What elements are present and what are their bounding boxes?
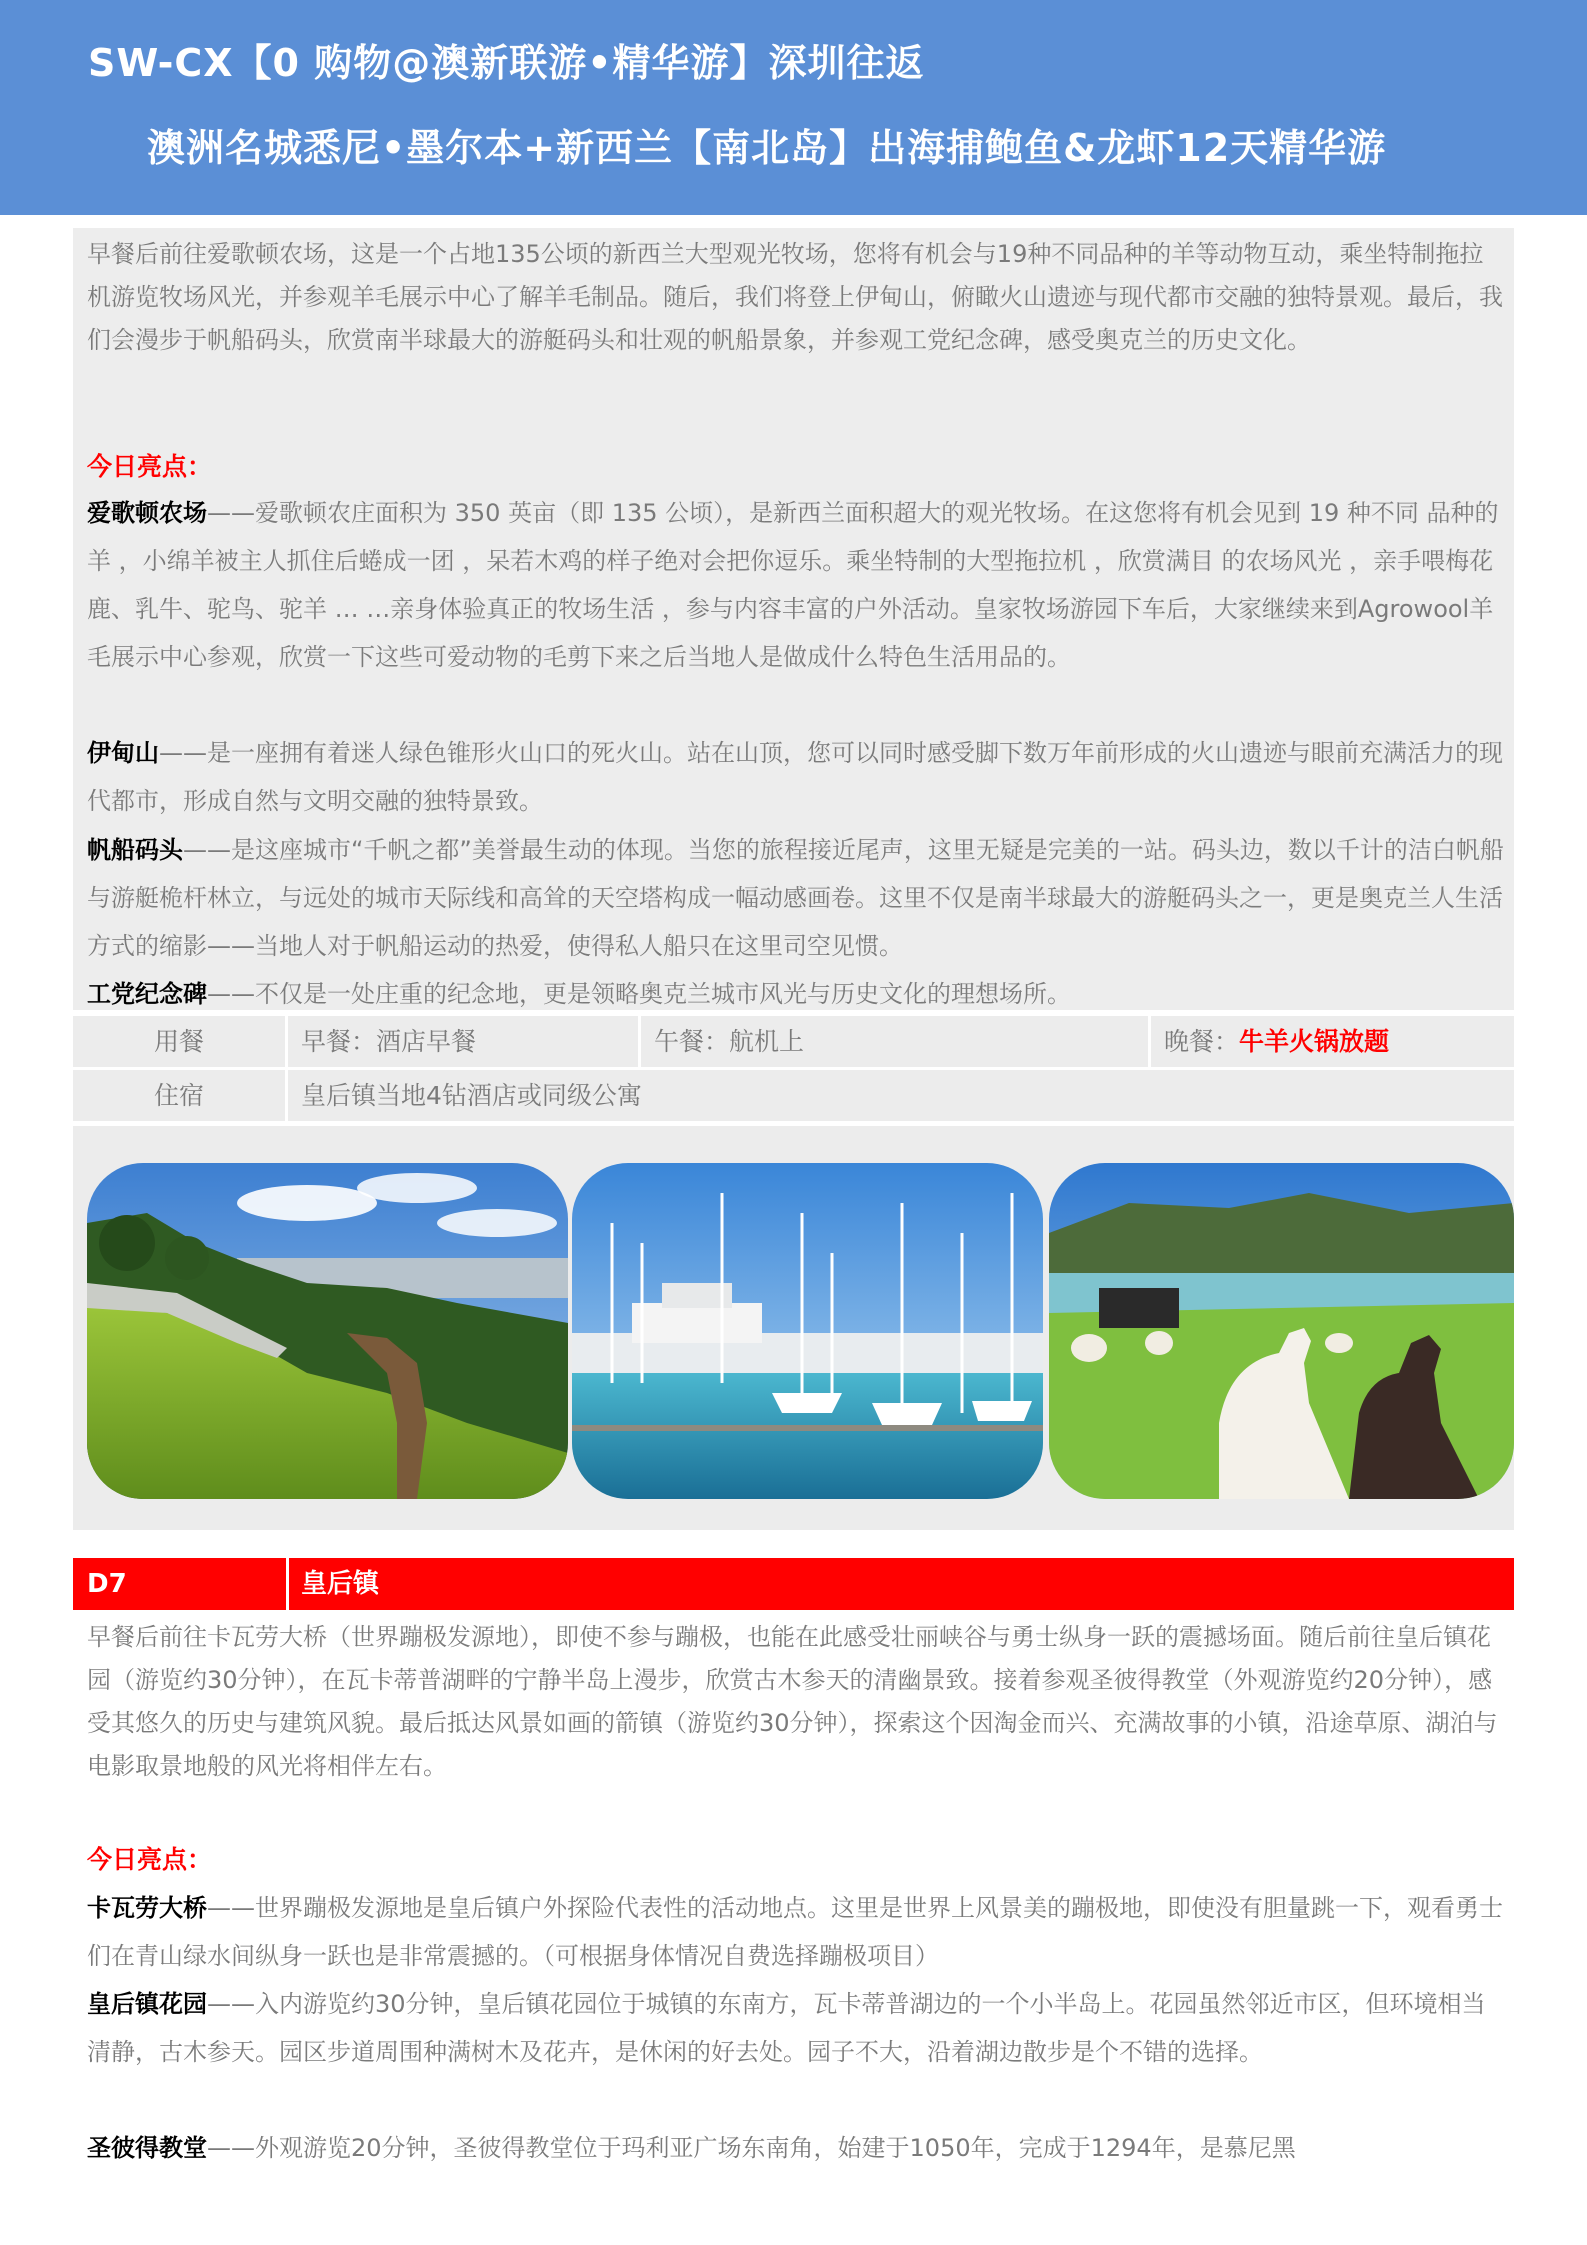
- day7-highlight-garden: [87, 1980, 1507, 2076]
- day7-highlight-title: 今日亮点：: [87, 1845, 213, 1874]
- photo-strip: [73, 1126, 1514, 1530]
- highlight-text: 爱歌顿农庄面积为 350 英亩（即 135 公顷），是新西兰面积超大的观光牧场。在这您将有机会见到 19 种不同 品种的羊 ，小绵羊被主人抓住后蜷成一团 ，呆若木鸡的样子绝对会把你逗乐。乘坐特制的大型拖拉机 ，欣赏满目 的农场风光 ，亲手喂梅花鹿、乳牛、驼鸟、驼羊 … …亲身体验真正的牧场生活 ，参与内容丰富的户外活动。皇家牧场游园下车后，大家继续来到Agrowool羊毛展示中心参观，欣赏一下这些可爱动物的毛剪下来之后当地人是做成什么特色生活用品的。: [87, 499, 1499, 671]
- day6-highlight-monument: [87, 970, 1507, 1018]
- meals-label: 用餐: [153, 1027, 204, 1056]
- highlight-dash: ——: [207, 1894, 255, 1922]
- lodging-row: [73, 1068, 1514, 1121]
- alpaca-farm-photo: [1049, 1163, 1514, 1499]
- day6-highlight-title: 今日亮点：: [87, 452, 213, 481]
- lunch-cell: [641, 1016, 1121, 1067]
- highlight-text: 外观游览20分钟，圣彼得教堂位于玛利亚广场东南角，始建于1050年，完成于1294年，是慕尼黑: [255, 2134, 1296, 2162]
- page-title-line2: 澳洲名城悉尼•墨尔本+新西兰【南北岛】出海捕鲍鱼&龙虾12天精华游: [147, 126, 1387, 170]
- day7-place: 皇后镇: [301, 1569, 380, 1599]
- highlight-dash: ——: [207, 1990, 255, 2018]
- marina-image: [572, 1163, 1043, 1499]
- dinner-value: 牛羊火锅放题: [1239, 1027, 1390, 1056]
- day6-intro: 早餐后前往爱歌顿农场，这是一个占地135公顷的新西兰大型观光牧场，您将有机会与19种不同品种的羊等动物互动，乘坐特制拖拉机游览牧场风光，并参观羊毛展示中心了解羊毛制品。随后，我们将登上伊甸山，俯瞰火山遗迹与现代都市交融的独特景观。最后，我们会漫步于帆船码头，欣赏南半球最大的游艇码头和壮观的帆船景象，并参观工党纪念碑，感受奥克兰的历史文化。: [87, 240, 1503, 354]
- highlight-name: 爱歌顿农场: [87, 499, 207, 527]
- header-banner: [0, 0, 1587, 215]
- day7-highlight-kawarau: [87, 1884, 1507, 1980]
- highlight-dash: ——: [207, 499, 255, 527]
- highlight-text: 是一座拥有着迷人绿色锥形火山口的死火山。站在山顶，您可以同时感受脚下数万年前形成的火山遗迹与眼前充满活力的现代都市，形成自然与文明交融的独特景致。: [87, 739, 1503, 815]
- dinner-label: 晚餐：: [1164, 1027, 1240, 1056]
- day6-highlight-farm: [87, 489, 1507, 681]
- day7-intro: 早餐后前往卡瓦劳大桥（世界蹦极发源地），即使不参与蹦极，也能在此感受壮丽峡谷与勇士纵身一跃的震撼场面。随后前往皇后镇花园（游览约30分钟），在瓦卡蒂普湖畔的宁静半岛上漫步，欣赏古木参天的清幽景致。接着参观圣彼得教堂（外观游览约20分钟），感受其悠久的历史与建筑风貌。最后抵达风景如画的箭镇（游览约30分钟），探索这个因淘金而兴、充满故事的小镇，沿途草原、湖泊与电影取景地般的风光将相伴左右。: [87, 1623, 1498, 1780]
- highlight-text: 入内游览约30分钟，皇后镇花园位于城镇的东南方，瓦卡蒂普湖边的一个小半岛上。花园虽然邻近市区，但环境相当清静，古木参天。园区步道周围种满树木及花卉，是休闲的好去处。园子不大，沿着湖边散步是个不错的选择。: [87, 1990, 1486, 2066]
- lunch-label: 午餐：: [654, 1027, 730, 1056]
- day6-highlight-eden: [87, 729, 1507, 825]
- alpaca-farm-image: [1049, 1163, 1514, 1499]
- highlight-dash: ——: [159, 739, 207, 767]
- day7-number: D7: [87, 1569, 127, 1599]
- highlight-text: 不仅是一处庄重的纪念地，更是领略奥克兰城市风光与历史文化的理想场所。: [255, 980, 1071, 1008]
- breakfast-label: 早餐：: [301, 1027, 377, 1056]
- highlight-name: 皇后镇花园: [87, 1990, 207, 2018]
- highlight-name: 工党纪念碑: [87, 980, 207, 1008]
- lodging-label: 住宿: [153, 1081, 204, 1110]
- meals-row: [73, 1014, 1514, 1067]
- highlight-dash: ——: [183, 836, 231, 864]
- page-title-line1: SW-CX【0 购物@澳新联游•精华游】深圳往返: [88, 41, 925, 85]
- day6-highlight-marina: [87, 826, 1507, 970]
- divider: [286, 1558, 289, 1610]
- highlight-dash: ——: [207, 2134, 255, 2162]
- highlight-name: 伊甸山: [87, 739, 159, 767]
- highlight-name: 圣彼得教堂: [87, 2134, 207, 2162]
- dinner-cell: [1151, 1016, 1511, 1067]
- mount-eden-image: [87, 1163, 568, 1499]
- highlight-name: 帆船码头: [87, 836, 183, 864]
- highlight-text: 世界蹦极发源地是皇后镇户外探险代表性的活动地点。这里是世界上风景美的蹦极地，即使没有胆量跳一下，观看勇士们在青山绿水间纵身一跃也是非常震撼的。（可根据身体情况自费选择蹦极项目）: [87, 1894, 1503, 1970]
- highlight-text: 是这座城市“千帆之都”美誉最生动的体现。当您的旅程接近尾声，这里无疑是完美的一站。码头边，数以千计的洁白帆船与游艇桅杆林立，与远处的城市天际线和高耸的天空塔构成一幅动感画卷。这里不仅是南半球最大的游艇码头之一，更是奥克兰人生活方式的缩影——当地人对于帆船运动的热爱，使得私人船只在这里司空见惯。: [87, 836, 1504, 960]
- breakfast-value: 酒店早餐: [376, 1027, 477, 1056]
- highlight-dash: ——: [207, 980, 255, 1008]
- day7-header-bar: [73, 1558, 1514, 1610]
- lodging-value: 皇后镇当地4钻酒店或同级公寓: [301, 1081, 642, 1110]
- lunch-value: 航机上: [729, 1027, 805, 1056]
- marina-photo: [572, 1163, 1043, 1499]
- mount-eden-photo: [87, 1163, 568, 1499]
- day7-highlight-church: [87, 2124, 1507, 2172]
- highlight-name: 卡瓦劳大桥: [87, 1894, 207, 1922]
